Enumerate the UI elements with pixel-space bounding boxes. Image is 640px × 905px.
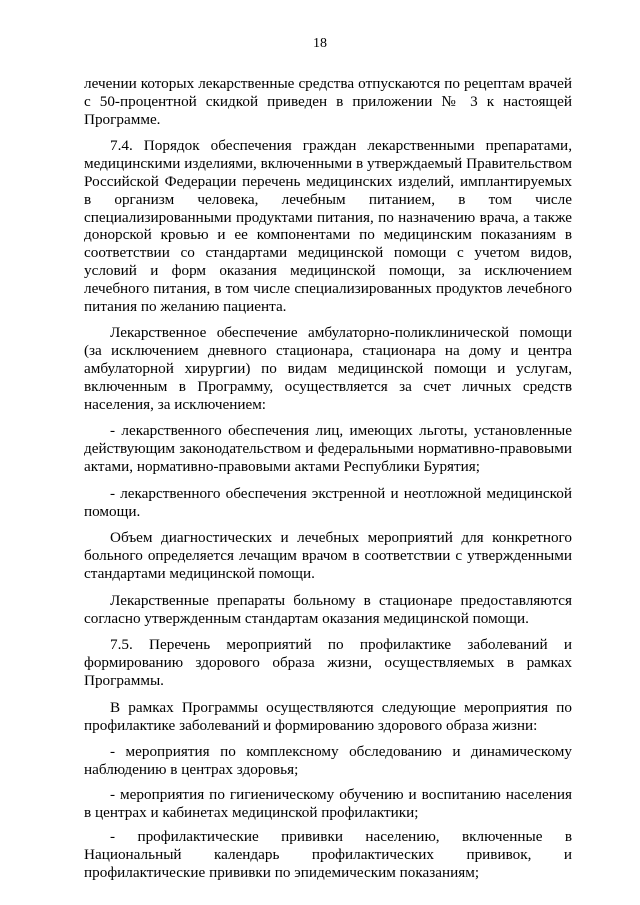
paragraph-prevention-intro: В рамках Программы осуществляются следующие мероприятия по профилактике заболеваний и формированию здорового образа жизни:	[84, 698, 572, 734]
list-item-vaccinations: - профилактические прививки населению, включенные в Национальный календарь профилактических прививок, и профилактические прививки по эпидемическим показаниям;	[84, 828, 572, 882]
paragraph-section-7-5: 7.5. Перечень мероприятий по профилактике заболеваний и формированию здорового образа жизни, осуществляемых в рамках Программы.	[84, 636, 572, 689]
list-item-privileged-persons: - лекарственного обеспечения лиц, имеющих льготы, установленные действующим законодательством и федеральными нормативно-правовыми актами, нормативно-правовыми актами Республики Бурятия;	[84, 422, 572, 475]
page-body	[84, 75, 572, 889]
list-item-health-centers: - мероприятия по комплексному обследованию и динамическому наблюдению в центрах здоровья;	[84, 743, 572, 779]
page-number: 18	[313, 36, 327, 51]
paragraph-outpatient-drug-supply: Лекарственное обеспечение амбулаторно-поликлинической помощи (за исключением дневного стационара, стационара на дому и центра амбулаторной хирургии) по видам медицинской помощи и услугам, включенным в Программу, осуществляется за счет личных средств населения, за исключением:	[84, 324, 572, 413]
paragraph-section-7-4: 7.4. Порядок обеспечения граждан лекарственными препаратами, медицинскими изделиями, включенными в утверждаемый Правительством Российской Федерации перечень медицинских изделий, имплантируемых в организм человека, лечебным питанием, в том числе специализированными продуктами питания, по назначению врача, а также донорской кровью и ее компонентами по медицинским показаниям в соответствии со стандартами медицинской помощи с учетом видов, условий и форм оказания медицинской помощи, за исключением лечебного питания, в том числе специализированных продуктов лечебного питания по желанию пациента.	[84, 137, 572, 315]
list-item-emergency-care: - лекарственного обеспечения экстренной и неотложной медицинской помощи.	[84, 484, 572, 520]
paragraph-inpatient-drugs: Лекарственные препараты больному в стационаре предоставляются согласно утвержденным стандартам оказания медицинской помощи.	[84, 591, 572, 627]
paragraph-diagnostic-volume: Объем диагностических и лечебных мероприятий для конкретного больного определяется лечащим врачом в соответствии с утвержденными стандартами медицинской помощи.	[84, 529, 572, 582]
paragraph-continuation: лечении которых лекарственные средства отпускаются по рецептам врачей с 50-процентной скидкой приведен в приложении № 3 к настоящей Программе.	[84, 75, 572, 128]
list-item-hygiene-education: - мероприятия по гигиеническому обучению и воспитанию населения в центрах и кабинетах медицинской профилактики;	[84, 785, 572, 821]
